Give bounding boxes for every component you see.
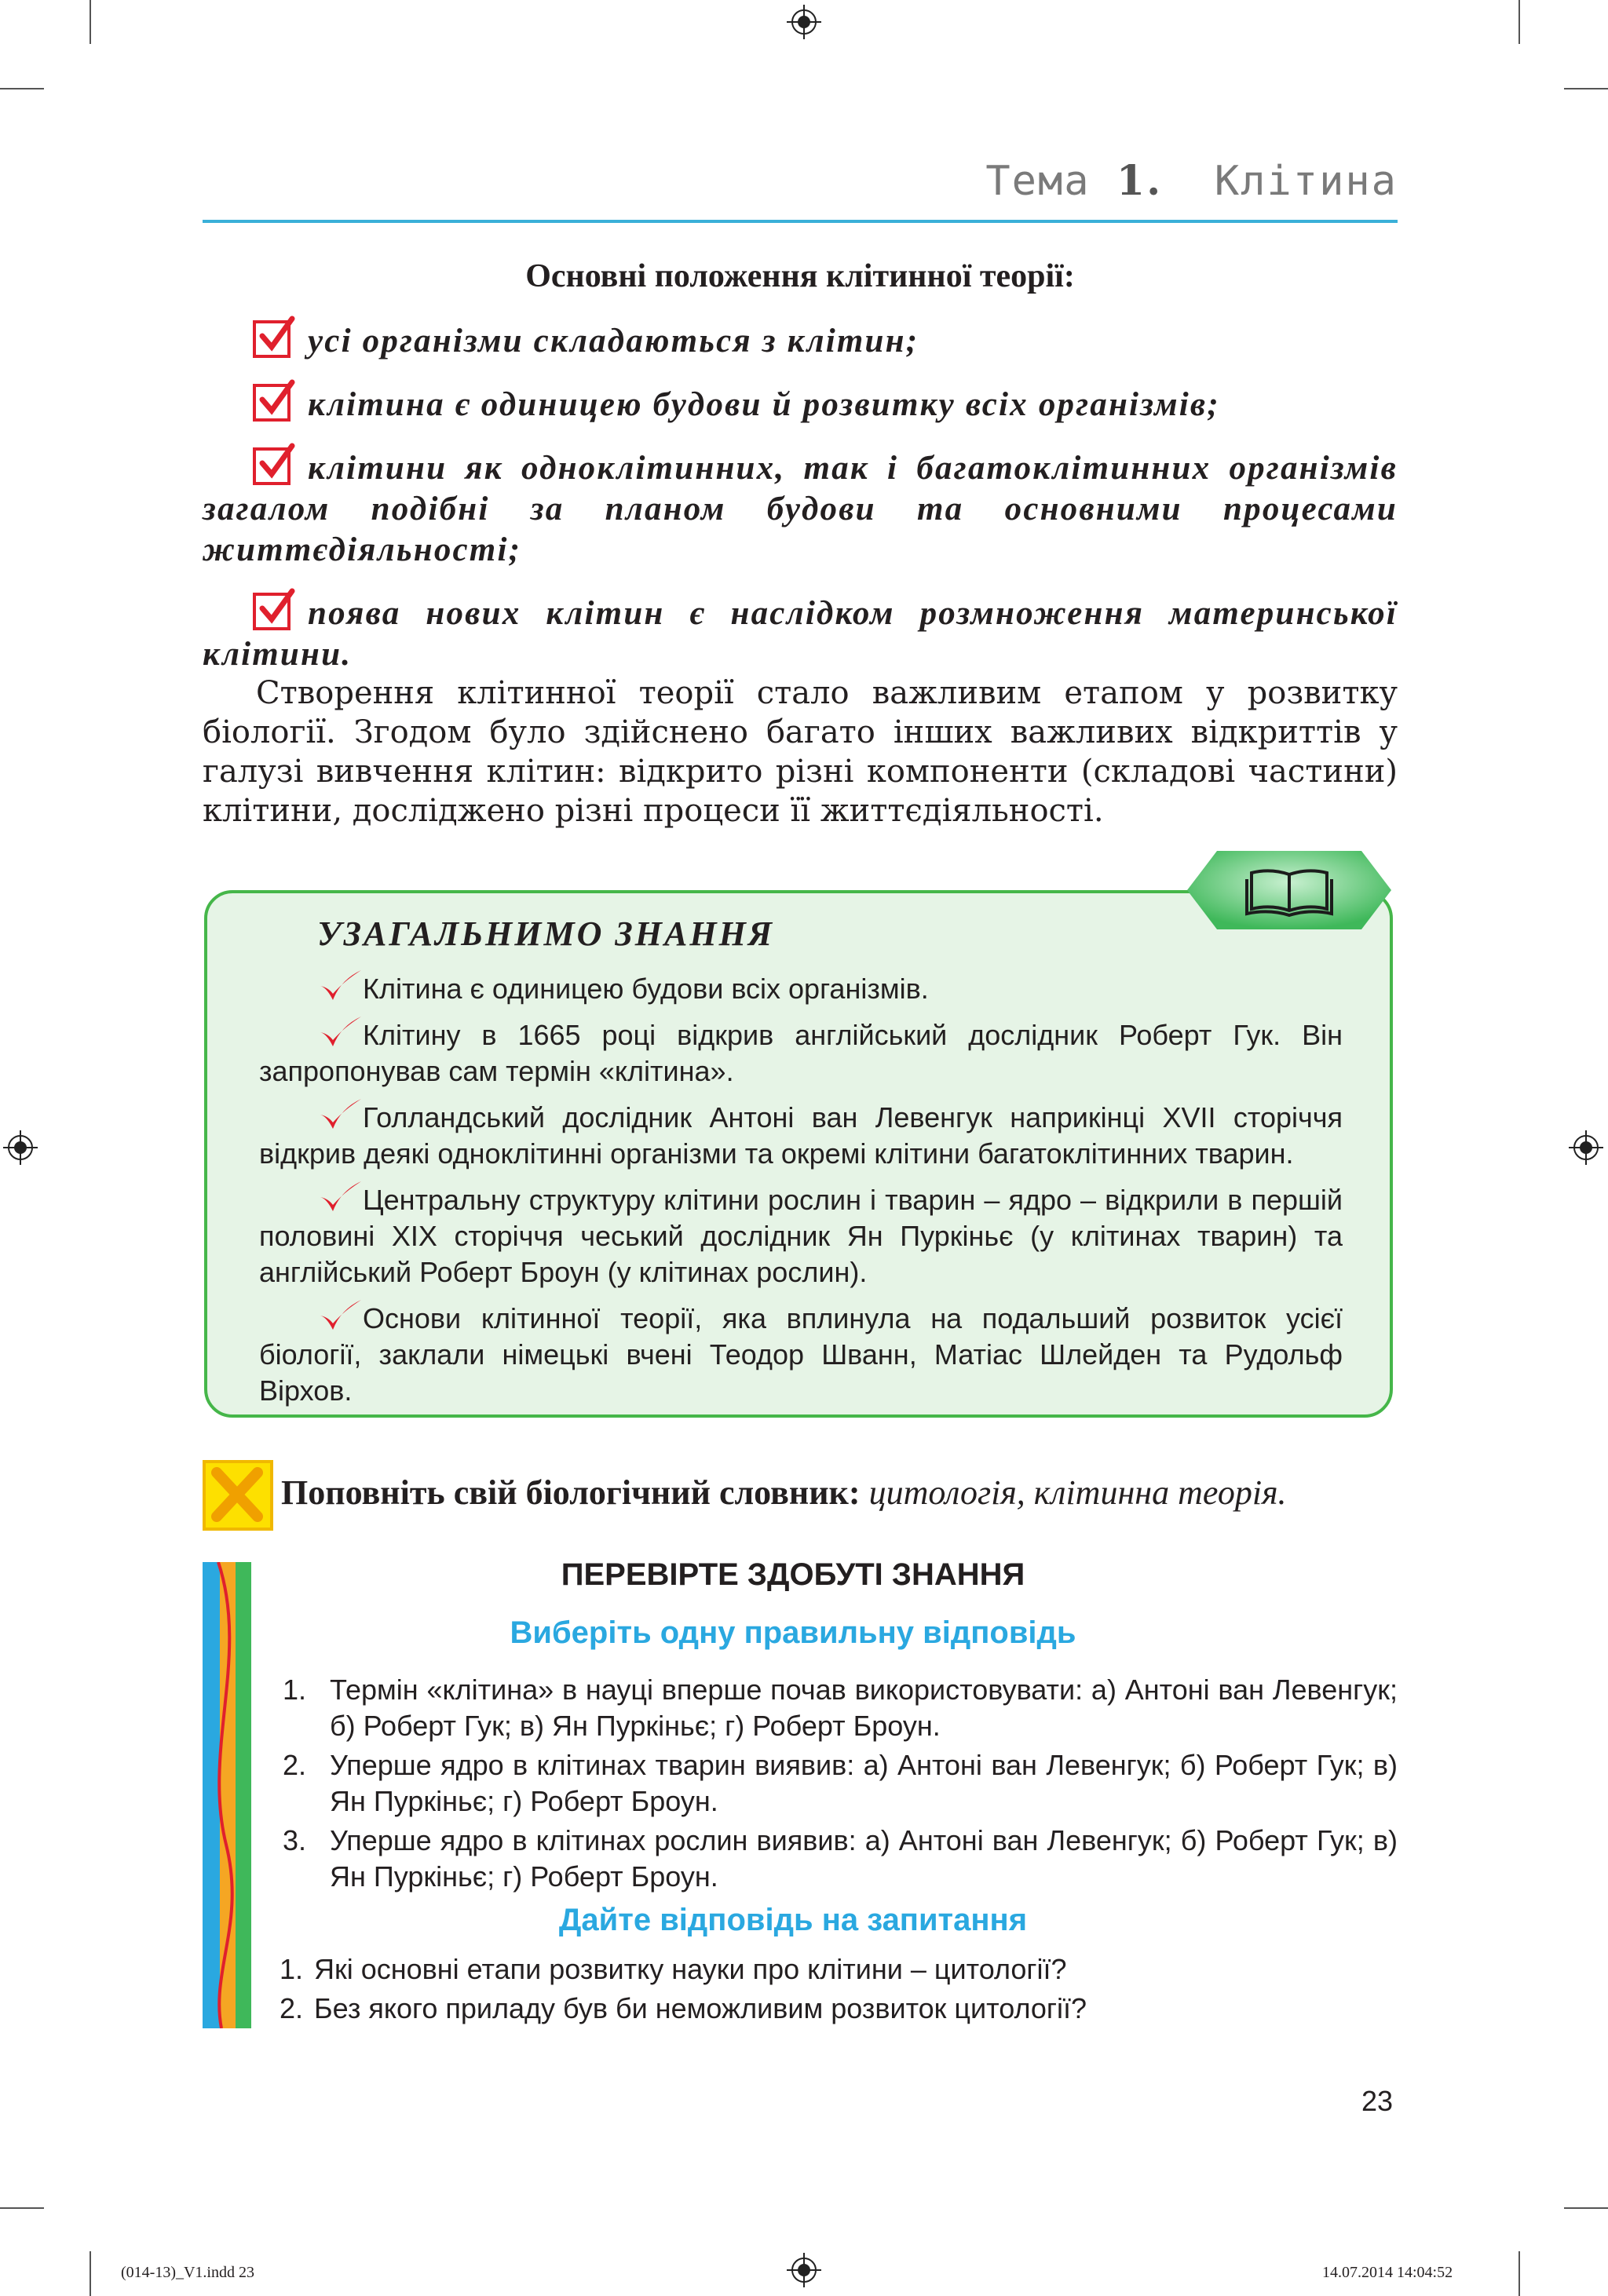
choose-questions — [283, 1672, 1398, 1898]
question-item — [280, 1951, 1394, 1988]
book-icon — [1186, 849, 1393, 931]
check-title: ПЕРЕВІРТЕ ЗДОБУТІ ЗНАННЯ — [561, 1557, 1025, 1592]
decorative-stripe — [203, 1562, 251, 2028]
cell-theory-item — [203, 447, 1398, 571]
question-text: Термін «клітина» в науці вперше почав використовувати: а) Антоні ван Левенгук; б) Роберт Гук; в) Ян Пуркіньє; г) Роберт Броун. — [330, 1674, 1398, 1742]
checkmark-icon — [319, 1099, 363, 1130]
checkmark-icon — [319, 1181, 363, 1213]
header-topic: Клітина — [1214, 158, 1398, 205]
question-text: Без якого приладу був би неможливим розвиток цитології? — [314, 1992, 1087, 2024]
checkmark-icon — [319, 1017, 363, 1048]
question-item — [283, 1823, 1398, 1895]
question-number: 1. — [280, 1953, 304, 1985]
answer-questions — [280, 1951, 1394, 2030]
header-tema-word: Тема — [985, 158, 1091, 205]
cell-theory-heading: Основні положення клітинної теорії: — [525, 258, 1075, 294]
summary-item-text: Центральну структуру клітини рослин і тварин – ядро – відкрили в першій половині XIX сторіччя чеський дослідник Ян Пуркіньє (у клітинах тварин) та англійський Роберт Броун (у клітинах рослин). — [259, 1184, 1343, 1288]
summary-item-text: Голландський дослідник Антоні ван Левенгук наприкінці XVII сторіччя відкрив деякі одноклітинні організми та окремі клітини багатоклітинних тварин. — [259, 1101, 1343, 1170]
page-number: 23 — [1361, 2085, 1394, 2117]
crop-mark — [1518, 0, 1520, 44]
body-paragraph: Створення клітинної теорії стало важливим етапом у розвитку біології. Згодом було здійснено багато інших важливих відкриттів у галузі вивчення клітин: відкрито різні компоненти (складові частини) клітини, досліджено різні процеси її життєдіяльності. — [203, 675, 1398, 829]
dictionary-text — [281, 1473, 1287, 1513]
dictionary-terms: цитологія, клітинна теорія. — [868, 1473, 1287, 1512]
summary-item-text: Клітину в 1665 році відкрив англійський дослідник Роберт Гук. Він запропонував сам термін «клітина». — [259, 1019, 1343, 1087]
running-header — [203, 157, 1398, 223]
cell-theory-item-text: клітини як одноклітинних, так і багатоклітинних організмів загалом подібні за планом будови та основними процесами життєдіяльності; — [203, 450, 1398, 568]
crop-mark — [0, 88, 44, 89]
cell-theory-list — [203, 320, 1398, 697]
crop-mark — [1564, 88, 1608, 89]
cell-theory-item-text: усі організми складаються з клітин; — [308, 323, 919, 360]
question-item — [280, 1991, 1394, 2027]
crop-mark — [0, 2207, 44, 2209]
pencil-task-icon — [203, 1460, 273, 1531]
summary-item — [259, 1300, 1343, 1409]
summary-item-text: Основи клітинної теорії, яка вплинула на подальший розвиток усієї біології, заклали німецькі вчені Теодор Шванн, Матіас Шлейден та Рудольф Вірхов. — [259, 1302, 1343, 1407]
print-slug-file: (014-13)_V1.indd 23 — [121, 2264, 254, 2281]
dictionary-task — [203, 1460, 1398, 1531]
summary-box — [204, 890, 1393, 1418]
cell-theory-item-text: поява нових клітин є наслідком розмноження материнської клітини. — [203, 595, 1398, 673]
summary-title: УЗАГАЛЬНИМО ЗНАННЯ — [317, 914, 775, 953]
choose-title: Виберіть одну правильну відповідь — [510, 1615, 1076, 1650]
checkmark-icon — [319, 970, 363, 1002]
question-number: 1. — [283, 1674, 307, 1706]
summary-item — [259, 1017, 1343, 1090]
summary-item — [259, 1099, 1343, 1172]
cell-theory-item — [203, 384, 1398, 425]
registration-mark-icon — [787, 5, 821, 39]
answer-title: Дайте відповідь на запитання — [558, 1903, 1028, 1937]
question-number: 3. — [283, 1824, 307, 1856]
print-slug-datetime: 14.07.2014 14:04:52 — [1322, 2264, 1453, 2281]
header-title — [985, 157, 1398, 205]
dictionary-label: Поповніть свій біологічний словник: — [281, 1473, 861, 1512]
summary-item-text: Клітина є одиницею будови всіх організмів. — [363, 973, 929, 1005]
registration-mark-icon — [1569, 1130, 1603, 1165]
question-item — [283, 1672, 1398, 1744]
question-text: Які основні етапи розвитку науки про клітини – цитології? — [314, 1953, 1067, 1985]
header-tema-number: 1. — [1116, 157, 1163, 205]
cell-theory-item — [203, 593, 1398, 675]
registration-mark-icon — [3, 1130, 38, 1165]
question-text: Уперше ядро в клітинах рослин виявив: а) Антоні ван Левенгук; б) Роберт Гук; в) Ян Пуркіньє; г) Роберт Броун. — [330, 1824, 1398, 1893]
cell-theory-item-text: клітина є одиницею будови й розвитку всіх організмів; — [308, 386, 1220, 423]
question-number: 2. — [280, 1992, 304, 2024]
check-box-icon — [253, 320, 291, 358]
cell-theory-item — [203, 320, 1398, 362]
check-box-icon — [253, 593, 291, 630]
check-box-icon — [253, 384, 291, 422]
summary-item — [259, 970, 1343, 1007]
crop-mark — [1564, 2207, 1608, 2209]
checkmark-icon — [319, 1300, 363, 1331]
registration-mark-icon — [787, 2253, 821, 2287]
question-number: 2. — [283, 1749, 307, 1781]
summary-item — [259, 1181, 1343, 1290]
crop-mark — [90, 2251, 91, 2296]
check-box-icon — [253, 447, 291, 485]
crop-mark — [90, 0, 91, 44]
summary-list — [259, 970, 1343, 1418]
question-text: Уперше ядро в клітинах тварин виявив: а) Антоні ван Левенгук; б) Роберт Гук; в) Ян Пуркіньє; г) Роберт Броун. — [330, 1749, 1398, 1817]
question-item — [283, 1747, 1398, 1820]
crop-mark — [1518, 2251, 1520, 2296]
